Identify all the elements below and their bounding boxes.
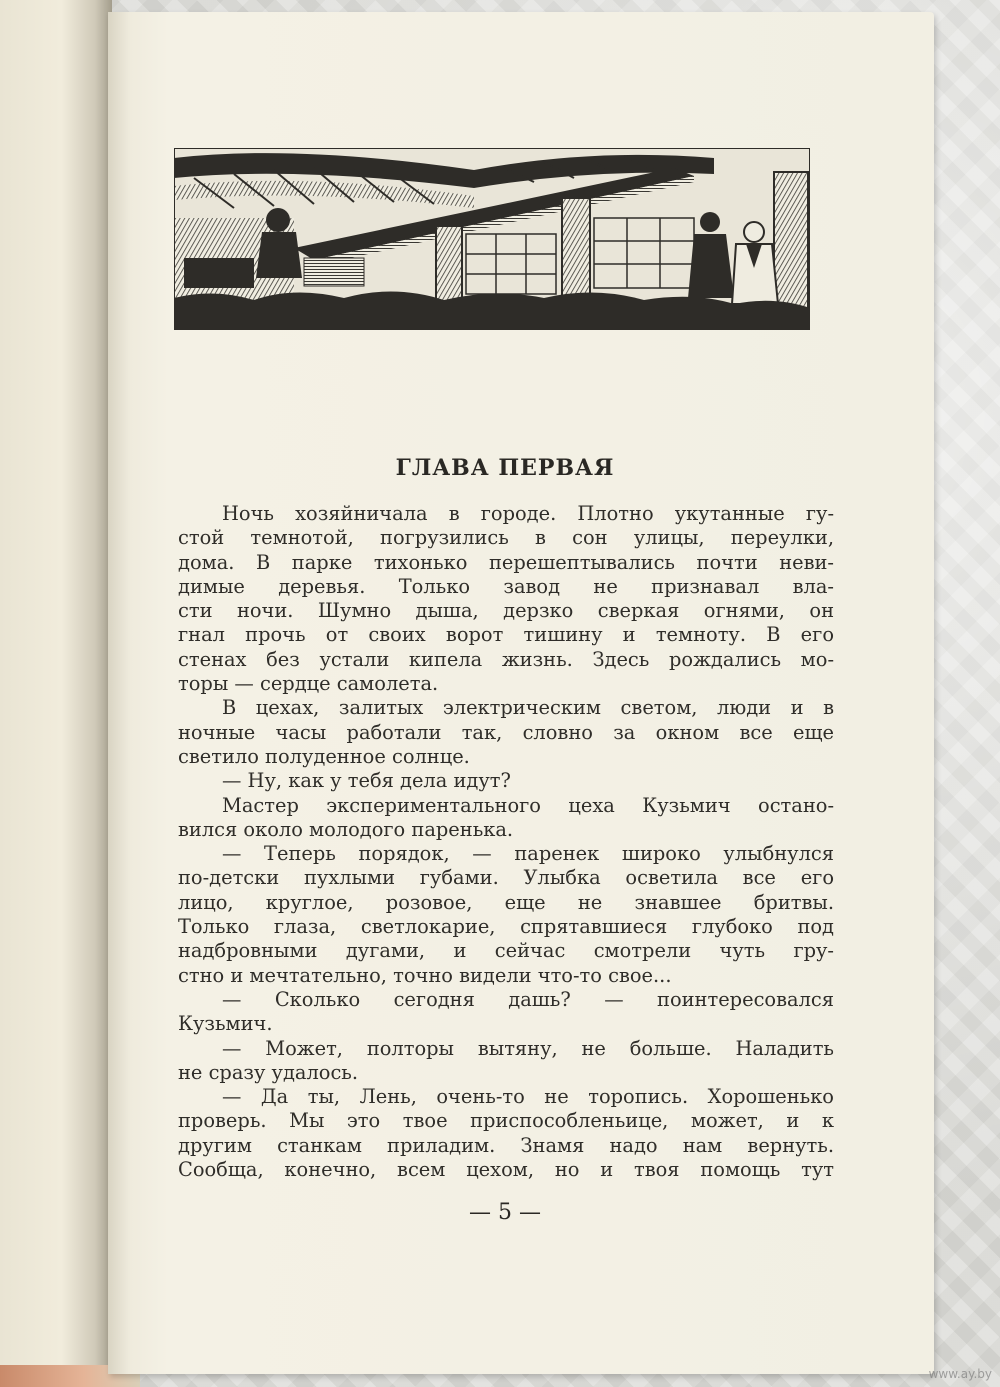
text-line: другим станкам приладим. Знамя надо нам вернуть. — [178, 1133, 834, 1157]
text-line: надбровными дугами, и сейчас смотрели чуть гру- — [178, 939, 834, 963]
text-line: Кузьмич. — [178, 1012, 273, 1036]
watermark: www.ay.by — [928, 1367, 992, 1381]
text-line: стно и мечтательно, точно видели что-то свое... — [178, 963, 672, 987]
text-line: вился около молодого паренька. — [178, 817, 514, 841]
text-line: Ночь хозяйничала в городе. Плотно укутанные гу- — [222, 502, 834, 525]
text-line: — Сколько сегодня дашь? — поинтересовался — [222, 987, 834, 1011]
text-line: не сразу удалось. — [178, 1060, 359, 1084]
body-text — [178, 502, 834, 1182]
text-line: дома. В парке тихонько перешептывались почти неви- — [178, 550, 834, 574]
text-line: по-детски пухлыми губами. Улыбка осветила все его — [178, 866, 834, 890]
text-line: — Теперь порядок, — паренек широко улыбнулся — [222, 842, 834, 866]
text-line: Только глаза, светлокарие, спрятавшиеся глубоко под — [178, 915, 834, 939]
text-line: Мастер экспериментального цеха Кузьмич остано- — [222, 793, 834, 817]
text-line: светило полуденное солнце. — [178, 744, 470, 768]
page-number: — 5 — — [469, 1200, 541, 1225]
text-line: Сообща, конечно, всем цехом, но и твоя помощь тут — [178, 1158, 834, 1182]
book-left-edge — [0, 0, 112, 1387]
text-line: — Может, полторы вытяну, не больше. Наладить — [222, 1036, 834, 1060]
factory-illustration — [174, 148, 810, 330]
text-line: торы — сердце самолета. — [178, 672, 439, 696]
chapter-title: ГЛАВА ПЕРВАЯ — [395, 455, 615, 481]
text-line: ночные часы работали так, словно за окном все еще — [178, 720, 834, 744]
text-line: сти ночи. Шумно дыша, дерзко сверкая огнями, он — [178, 599, 834, 623]
text-line: — Ну, как у тебя дела идут? — [222, 769, 511, 793]
text-line: проверь. Мы это твое приспособленьице, может, и к — [178, 1109, 834, 1133]
text-line: стенах без устали кипела жизнь. Здесь рождались мо- — [178, 647, 834, 671]
text-line: гнал прочь от своих ворот тишину и темноту. В его — [178, 623, 834, 647]
text-line: лицо, круглое, розовое, еще не знавшее бритвы. — [178, 890, 834, 914]
text-line: димые деревья. Только завод не признавал вла- — [178, 574, 834, 598]
text-line: — Да ты, Лень, очень-то не торопись. Хорошенько — [222, 1085, 834, 1109]
text-line: В цехах, залитых электрическим светом, люди и в — [222, 696, 834, 720]
text-line: стой темнотой, погрузились в сон улицы, переулки, — [178, 526, 834, 550]
